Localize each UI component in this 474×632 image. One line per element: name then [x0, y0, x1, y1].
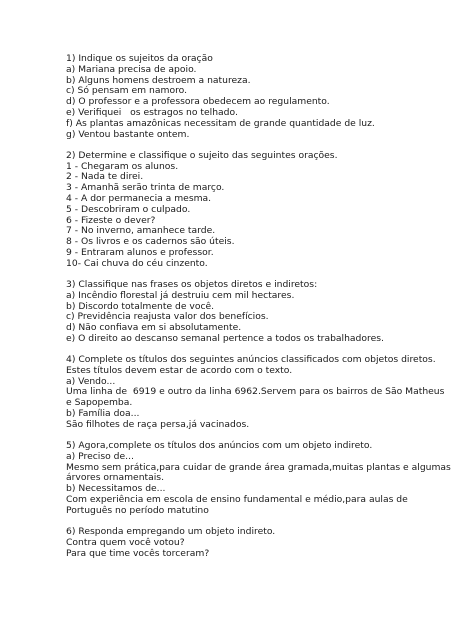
exercise-2-item-7: 7 - No inverno, amanhece tarde. — [66, 225, 216, 237]
exercise-1-item-d: d) O professor e a professora obedecem ao regulamento. — [66, 96, 330, 108]
exercise-6 — [66, 527, 446, 559]
exercise-1 — [66, 54, 446, 140]
exercise-2-item-8: 8 - Os livros e os cadernos são úteis. — [66, 236, 235, 248]
exercise-2-item-1: 1 - Chegaram os alunos. — [66, 160, 179, 172]
document-body — [66, 53, 451, 570]
exercise-1-item-e: e) Verifiquei os estragos no telhado. — [66, 106, 238, 118]
exercise-2-item-2: 2 - Nada te direi. — [66, 171, 144, 183]
exercise-3 — [66, 280, 446, 345]
exercise-5-item-a: a) Preciso de... — [66, 450, 134, 462]
exercise-3-item-e: e) O direito ao descanso semanal pertence a todos os trabalhadores. — [66, 332, 384, 344]
exercise-5-text-a-line-2: árvores ornamentais. — [66, 472, 165, 484]
exercise-4-instruction: Estes títulos devem estar de acordo com o texto. — [66, 364, 293, 376]
exercise-3-item-d: d) Não confiava em si absolutamente. — [66, 322, 242, 334]
exercise-1-item-b: b) Alguns homens destroem a natureza. — [66, 74, 251, 86]
exercise-4-text-b: São filhotes de raça persa,já vacinados. — [66, 418, 250, 430]
exercise-4 — [66, 355, 446, 431]
exercise-5 — [66, 440, 451, 517]
exercise-5-text-b-line-2: Português no período matutino — [66, 504, 209, 516]
exercise-4-item-b: b) Família doa... — [66, 408, 140, 420]
exercise-6-question-1: Contra quem você votou? — [66, 536, 185, 548]
exercise-2-item-10: 10- Cai chuva do céu cinzento. — [66, 257, 208, 269]
exercise-4-text-a-line-1: Uma linha de 6919 e outro da linha 6962.Servem para os bairros de São Matheus — [66, 386, 445, 398]
exercise-5-text-b-line-1: Com experiência em escola de ensino fundamental e médio,para aulas de — [66, 494, 408, 506]
exercise-6-question-2: Para que time vocês torceram? — [66, 547, 210, 559]
exercise-2-item-4: 4 - A dor permanecia a mesma. — [66, 192, 212, 204]
exercise-5-item-b: b) Necessitamos de... — [66, 483, 166, 495]
exercise-3-item-c: c) Previdência reajusta valor dos benefícios. — [66, 311, 269, 323]
exercise-1-item-c: c) Só pensam em namoro. — [66, 85, 188, 97]
exercise-1-item-g: g) Ventou bastante ontem. — [66, 128, 190, 140]
exercise-6-heading: 6) Responda empregando um objeto indireto. — [66, 526, 276, 538]
exercise-1-heading: 1) Indique os sujeitos da oração — [66, 53, 213, 64]
exercise-5-text-a-line-1: Mesmo sem prática,para cuidar de grande área gramada,muitas plantas e algumas — [66, 461, 451, 473]
exercise-4-text-a-line-2: e Sapopemba. — [66, 397, 133, 409]
exercise-3-heading: 3) Classifique nas frases os objetos diretos e indiretos: — [66, 278, 318, 290]
exercise-1-item-a: a) Mariana precisa de apoio. — [66, 63, 197, 75]
exercise-2-item-9: 9 - Entraram alunos e professor. — [66, 246, 214, 258]
exercise-2-item-6: 6 - Fizeste o dever? — [66, 214, 156, 226]
exercise-2-item-3: 3 - Amanhã serão trinta de março. — [66, 182, 225, 194]
exercise-2-heading: 2) Determine e classifique o sujeito das seguintes orações. — [66, 149, 338, 161]
exercise-3-item-b: b) Discordo totalmente de você. — [66, 300, 215, 312]
exercise-1-item-f: f) As plantas amazônicas necessitam de grande quantidade de luz. — [66, 117, 375, 129]
exercise-4-heading: 4) Complete os títulos dos seguintes anúncios classificados com objetos diretos. — [66, 354, 436, 366]
exercise-5-heading: 5) Agora,complete os títulos dos anúncios com um objeto indireto. — [66, 440, 373, 452]
exercise-3-item-a: a) Incêndio florestal já destruiu cem mil hectares. — [66, 289, 295, 301]
exercise-2-item-5: 5 - Descobriram o culpado. — [66, 203, 191, 215]
exercise-2 — [66, 151, 446, 270]
exercise-4-item-a: a) Vendo... — [66, 375, 116, 387]
